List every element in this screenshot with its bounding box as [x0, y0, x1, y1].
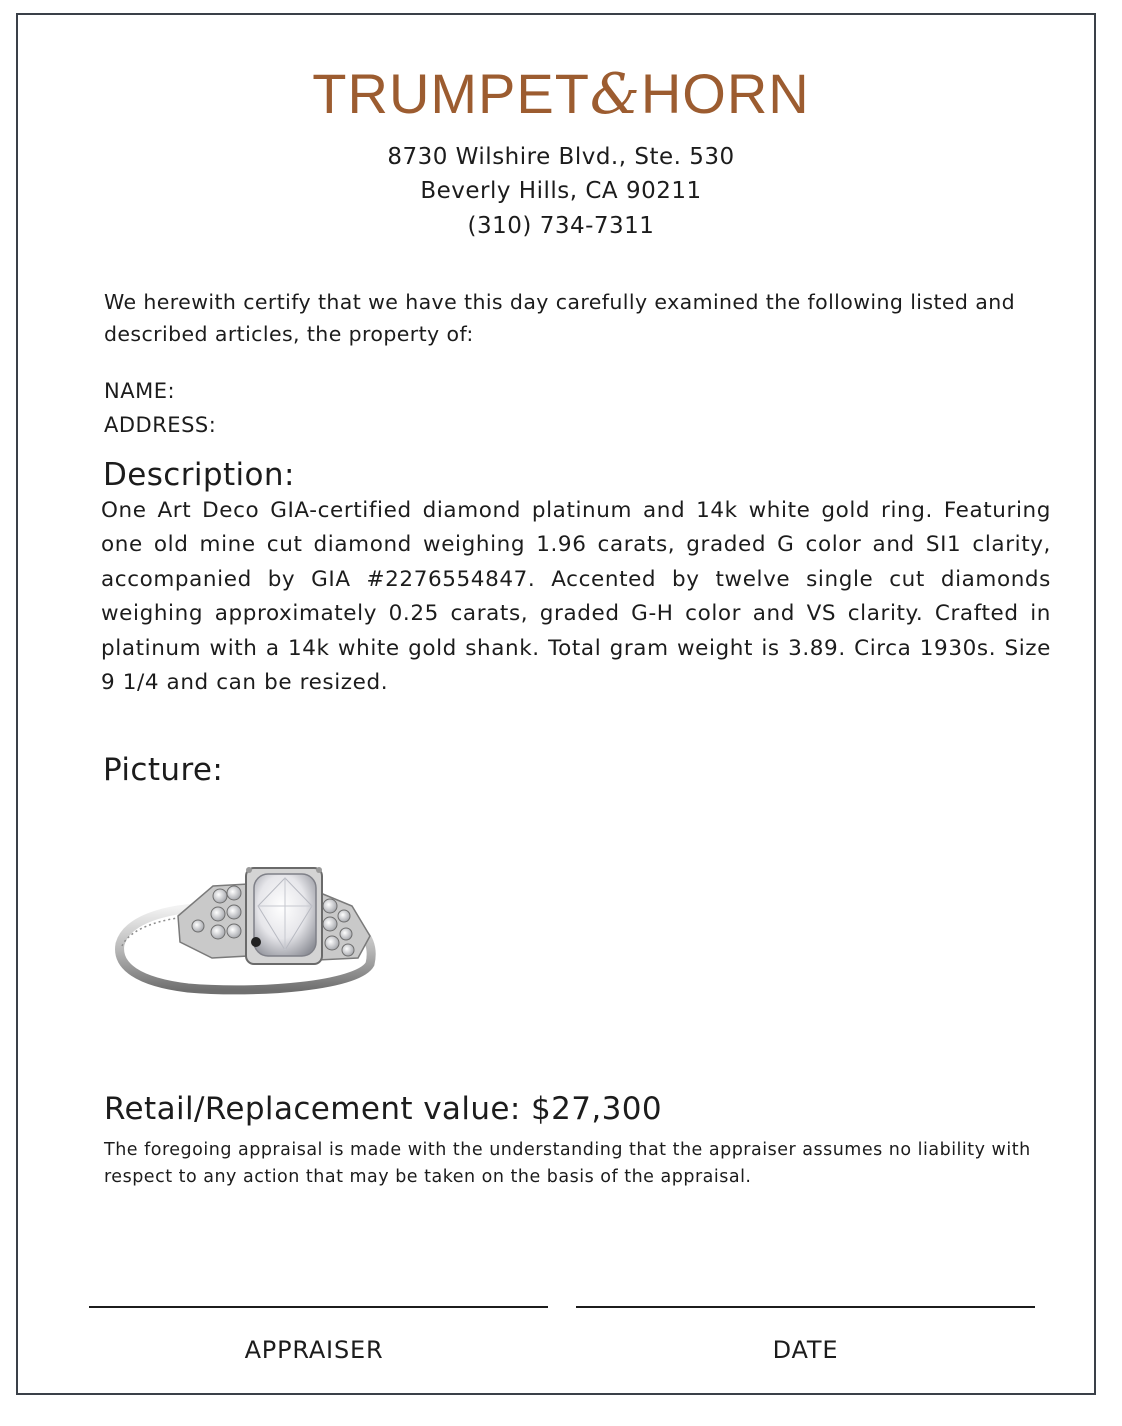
- address-label: ADDRESS:: [104, 413, 217, 437]
- appraiser-label: APPRAISER: [244, 1336, 384, 1364]
- name-label: NAME:: [104, 379, 176, 403]
- retail-value: [104, 1089, 662, 1129]
- date-signature-line: [576, 1306, 1035, 1308]
- appraiser-signature-line: [89, 1306, 548, 1308]
- retail-value-label: Retail/Replacement value:: [104, 1091, 521, 1127]
- disclaimer-text: The foregoing appraisal is made with the understanding that the appraiser assumes no liability with respect to any action that may be taken on the basis of the appraisal.: [104, 1140, 1031, 1187]
- ring-photo: [108, 846, 384, 1006]
- address-line-1: 8730 Wilshire Blvd., Ste. 530: [387, 144, 735, 170]
- certification-statement: We herewith certify that we have this day carefully examined the following listed and described articles, the property of:: [104, 290, 1016, 346]
- retail-value-amount: $27,300: [530, 1091, 662, 1127]
- picture-heading: Picture:: [103, 752, 224, 788]
- description-text: One Art Deco GIA-certified diamond platinum and 14k white gold ring. Featuring one old mine cut diamond weighing 1.96 carats, graded G color and SI1 clarity, accompanied by GIA #2276554847. Accented by twelve single cut diamonds weighing approximately 0.25 carats, graded G-H color and VS clarity. Crafted in platinum with a 14k white gold shank. Total gram weight is 3.89. Circa 1930s. Size 9 1/4 and can be resized.: [101, 498, 1051, 696]
- brand-logo: [0, 62, 1122, 127]
- address-line-2: Beverly Hills, CA 90211: [420, 178, 702, 204]
- logo-text-horn: HORN: [640, 62, 810, 125]
- description-heading: Description:: [103, 457, 295, 493]
- logo-ampersand: &: [589, 62, 641, 127]
- date-label: DATE: [772, 1336, 839, 1364]
- logo-text-trumpet: TRUMPET: [312, 62, 590, 125]
- phone-number: (310) 734-7311: [467, 213, 655, 239]
